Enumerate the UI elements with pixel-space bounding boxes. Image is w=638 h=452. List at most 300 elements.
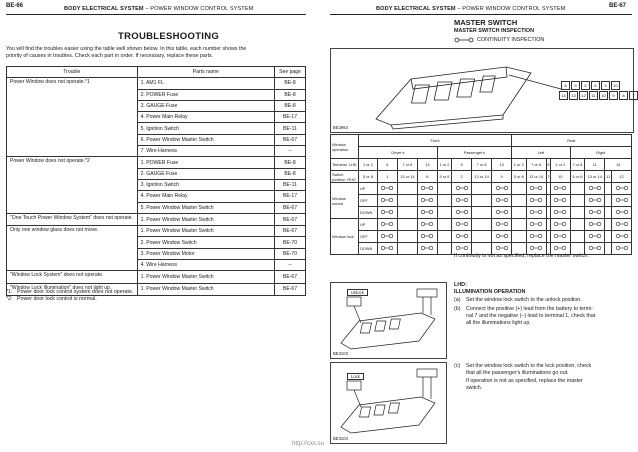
table-header-row xyxy=(7,67,306,78)
terminal-label: Terminal xyxy=(332,162,347,167)
unlock-figure xyxy=(330,282,447,359)
step-c-line-2: that all the passenger's illuminations go out. xyxy=(466,370,569,376)
continuity-cell xyxy=(417,207,437,219)
lhd-tag: LHD xyxy=(348,162,357,167)
page-cell: BE-67 xyxy=(275,213,306,225)
continuity-cell xyxy=(472,183,492,195)
continuity-cell xyxy=(377,207,397,219)
part-cell: 4. Power Main Relay xyxy=(137,112,274,123)
continuity-symbol-icon xyxy=(455,245,469,251)
page-cell: BE-67 xyxy=(275,202,306,213)
continuity-cell xyxy=(492,183,512,195)
right-header: Right xyxy=(570,147,631,159)
continuity-symbol-icon xyxy=(380,197,394,203)
continuity-symbol-icon xyxy=(495,221,509,227)
part-cell: 5. Power Window Master Switch xyxy=(137,202,274,213)
table-row xyxy=(331,231,632,243)
connector-top-row xyxy=(561,81,638,90)
illumination-title: ILLUMINATION OPERATION xyxy=(454,289,526,295)
page-cell: BE-8 xyxy=(275,168,306,179)
position-down: DOWN xyxy=(359,243,378,255)
watermark: http://cxx.su xyxy=(292,441,325,447)
terminal-number: 13 or 14 xyxy=(585,171,605,183)
connector-pin: 12 xyxy=(579,91,588,100)
connector-pin: 10 xyxy=(611,81,620,90)
continuity-cell xyxy=(417,183,437,195)
terminal-number: 7 or 8 xyxy=(397,159,417,171)
page-cell: – xyxy=(275,146,306,157)
trouble-cell: Only one window glass does not move. xyxy=(7,226,138,271)
table-row xyxy=(331,135,632,147)
terminal-number: 11 xyxy=(585,159,605,171)
continuity-symbol-icon xyxy=(615,185,629,191)
step-b xyxy=(454,306,632,327)
header-parts: Parts name xyxy=(137,67,274,78)
continuity-cell xyxy=(492,231,512,243)
continuity-symbol-icon xyxy=(455,185,469,191)
continuity-cell xyxy=(377,219,397,231)
continuity-symbol-icon xyxy=(553,221,567,227)
continuity-cell xyxy=(605,195,612,207)
continuity-symbol-icon xyxy=(495,245,509,251)
footnote-2-text: Power door lock control is normal. xyxy=(16,296,97,302)
connector-pin: 5 xyxy=(581,81,590,90)
drivers-header: Driver's xyxy=(359,147,438,159)
rhd-tag: RHD xyxy=(347,176,356,182)
right-header: BODY ELECTRICAL SYSTEM – POWER WINDOW CONTROL SYSTEM xyxy=(376,6,566,12)
continuity-cell xyxy=(377,231,397,243)
continuity-cell xyxy=(612,207,632,219)
intro-line-2: priority of causes in troubles. Check each part in order. If necessary, replace these parts. xyxy=(6,53,214,59)
page-cell: BE-67 xyxy=(275,271,306,283)
continuity-cell xyxy=(377,195,397,207)
left-header-rule xyxy=(6,14,306,15)
footnote-1-mark: *1: xyxy=(6,289,13,295)
continuity-cell xyxy=(605,183,612,195)
part-cell: 2. GAUGE Fuse xyxy=(137,168,274,179)
part-cell: 7. Wire Harness xyxy=(137,146,274,157)
continuity-cell xyxy=(605,231,612,243)
terminal-number: 2 xyxy=(452,171,472,183)
footnote-2 xyxy=(6,296,97,303)
left-intro xyxy=(6,46,312,60)
continuity-cell xyxy=(512,195,526,207)
page-cell: BE-67 xyxy=(275,226,306,237)
terminal-lhd-label xyxy=(331,159,359,171)
connector-pin: 9 xyxy=(571,81,580,90)
connector-pin: 8 xyxy=(619,91,628,100)
continuity-cell xyxy=(452,207,472,219)
step-b-line-3: all the illuminations light up. xyxy=(466,320,531,326)
continuity-cell xyxy=(437,231,451,243)
terminal-number: 5 or 6 xyxy=(512,171,526,183)
connector-pin: 14 xyxy=(559,91,568,100)
part-cell: 3. Power Window Motor xyxy=(137,248,274,259)
part-cell: 1. Power Window Master Switch xyxy=(137,213,274,225)
continuity-symbol-icon xyxy=(380,209,394,215)
continuity-cell xyxy=(417,231,437,243)
lock-figure xyxy=(330,362,447,444)
part-cell: 4. Power Main Relay xyxy=(137,191,274,202)
footnote-2-mark: *2: xyxy=(6,296,13,302)
continuity-symbol-icon xyxy=(455,209,469,215)
continuity-cell xyxy=(612,219,632,231)
page-cell: BE-17 xyxy=(275,191,306,202)
continuity-cell xyxy=(452,195,472,207)
terminal-number: 13 or 14 xyxy=(472,171,492,183)
continuity-symbol-icon xyxy=(588,245,602,251)
unlock-label: Unlock xyxy=(347,289,368,296)
terminal-number: 5 or 6 xyxy=(570,171,584,183)
left-page-number: BE-66 xyxy=(6,3,24,9)
table-row xyxy=(7,226,306,237)
page-cell: BE-8 xyxy=(275,100,306,111)
left-page-title: TROUBLESHOOTING xyxy=(118,31,220,42)
continuity-cell xyxy=(570,219,584,231)
continuity-symbol-icon xyxy=(380,185,394,191)
continuity-cell xyxy=(526,195,546,207)
page-cell: BE-8 xyxy=(275,78,306,89)
lock-label: Lock xyxy=(347,373,364,380)
continuity-cell xyxy=(437,183,451,195)
continuity-cell xyxy=(526,219,546,231)
terminal-number: 13 xyxy=(417,159,437,171)
continuity-note: If continuity is not as specified, replace the master switch. xyxy=(454,253,589,259)
part-cell: 4. Wire Harness xyxy=(137,260,274,271)
continuity-symbol-icon xyxy=(553,209,567,215)
part-cell: 6. Power Window Master Switch xyxy=(137,134,274,145)
continuity-cell xyxy=(526,183,546,195)
page-cell: BE-70 xyxy=(275,248,306,259)
terminal-number: 1 or 2 xyxy=(437,159,451,171)
table-row xyxy=(331,159,632,171)
continuity-cell xyxy=(512,219,526,231)
continuity-heading xyxy=(454,37,544,43)
left-header: Left xyxy=(512,147,571,159)
continuity-symbol-icon xyxy=(529,221,543,227)
continuity-cell xyxy=(377,183,397,195)
step-c-text xyxy=(466,363,591,392)
table-row xyxy=(331,183,632,195)
continuity-symbol-icon xyxy=(615,233,629,239)
part-cell: 5. Ignition Switch xyxy=(137,123,274,134)
continuity-cell xyxy=(492,219,512,231)
front-header: Front xyxy=(359,135,512,147)
terminal-number: 9 xyxy=(546,159,550,171)
continuity-cell xyxy=(472,219,492,231)
table-row xyxy=(331,219,632,231)
continuity-symbol-icon xyxy=(529,185,543,191)
continuity-cell xyxy=(397,219,417,231)
terminal-number: 6 xyxy=(377,159,397,171)
continuity-cell xyxy=(452,219,472,231)
continuity-cell xyxy=(437,243,451,255)
continuity-cell xyxy=(605,207,612,219)
continuity-cell xyxy=(526,207,546,219)
trouble-cell: "Window Lock Illumination" does not light up. xyxy=(7,283,138,295)
continuity-cell xyxy=(397,207,417,219)
connector-pin: 10 xyxy=(599,91,608,100)
left-header-sub: POWER WINDOW CONTROL SYSTEM xyxy=(150,6,254,12)
page-cell: BE-8 xyxy=(275,157,306,168)
right-header-sub: POWER WINDOW CONTROL SYSTEM xyxy=(462,6,566,12)
terminal-number: 8 xyxy=(417,171,437,183)
terminal-number: 7 or 8 xyxy=(570,159,584,171)
continuity-cell xyxy=(550,207,570,219)
part-cell: 1. Power Window Master Switch xyxy=(137,283,274,295)
terminal-number: 9 xyxy=(492,171,512,183)
continuity-cell xyxy=(377,243,397,255)
connector-pin: 7 xyxy=(629,91,638,100)
position-off: OFF xyxy=(359,231,378,243)
continuity-cell xyxy=(472,231,492,243)
connector-pin: 3 xyxy=(601,81,610,90)
continuity-table xyxy=(330,134,632,255)
connector-pin: 13 xyxy=(569,91,578,100)
continuity-symbol-icon xyxy=(588,209,602,215)
continuity-cell xyxy=(397,231,417,243)
table-row xyxy=(7,78,306,89)
continuity-symbol-icon xyxy=(455,197,469,203)
terminal-number: 7 xyxy=(546,171,550,183)
page-cell: BE-11 xyxy=(275,179,306,190)
right-page-subtitle: MASTER SWITCH INSPECTION xyxy=(454,28,534,34)
part-cell: 2. POWER Fuse xyxy=(137,89,274,100)
continuity-cell xyxy=(437,207,451,219)
master-switch-figure xyxy=(330,48,634,133)
terminal-number: 1 or 2 xyxy=(359,159,378,171)
position-up: UP xyxy=(359,219,378,231)
passengers-header: Passenger's xyxy=(437,147,511,159)
continuity-cell xyxy=(437,195,451,207)
continuity-cell xyxy=(550,183,570,195)
continuity-cell xyxy=(526,231,546,243)
continuity-cell xyxy=(550,231,570,243)
step-b-mark: (b) xyxy=(454,306,461,312)
connector-pin: 6 xyxy=(591,81,600,90)
header-trouble: Trouble xyxy=(7,67,138,78)
right-header-section: BODY ELECTRICAL SYSTEM xyxy=(376,6,456,12)
step-c xyxy=(454,363,632,392)
part-cell: 1. AM1 FL xyxy=(137,78,274,89)
continuity-symbol-icon xyxy=(495,185,509,191)
switch-position-rhd-label xyxy=(331,171,359,183)
part-cell: 3. GAUGE Fuse xyxy=(137,100,274,111)
continuity-cell xyxy=(417,195,437,207)
terminal-number: 1 or 2 xyxy=(512,159,526,171)
page-cell: BE-11 xyxy=(275,123,306,134)
page-cell: – xyxy=(275,260,306,271)
step-c-line-1: Set the window lock switch to the lock position, check xyxy=(466,363,592,369)
page-cell: BE-17 xyxy=(275,112,306,123)
continuity-symbol-icon xyxy=(420,209,434,215)
continuity-cell xyxy=(570,231,584,243)
figure-code-3: BE3104 xyxy=(333,436,348,441)
continuity-cell xyxy=(550,219,570,231)
page-cell: BE-70 xyxy=(275,237,306,248)
continuity-symbol-icon xyxy=(380,245,394,251)
figure-code-2: BE3103 xyxy=(333,351,348,356)
step-b-text xyxy=(466,306,595,327)
trouble-cell: Power Window does not operate.*1 xyxy=(7,78,138,157)
continuity-symbol-icon xyxy=(455,233,469,239)
step-a xyxy=(454,297,632,304)
step-c-note-2: switch. xyxy=(466,385,483,391)
continuity-cell xyxy=(612,195,632,207)
part-cell: 1. Power Window Master Switch xyxy=(137,271,274,283)
continuity-cell xyxy=(452,231,472,243)
header-page: See page xyxy=(275,67,306,78)
part-cell: 3. Ignition Switch xyxy=(137,179,274,190)
continuity-cell xyxy=(472,207,492,219)
step-c-note-1: If operation is not as specified, replace the master xyxy=(466,378,583,384)
position-off: OFF xyxy=(359,195,378,207)
continuity-symbol-icon xyxy=(615,209,629,215)
continuity-symbol-icon xyxy=(380,233,394,239)
terminal-number: 11 xyxy=(605,171,612,183)
continuity-cell xyxy=(612,231,632,243)
continuity-cell xyxy=(472,195,492,207)
switch-position-label: Switch position xyxy=(332,171,346,182)
window-lock-label: Window lock xyxy=(331,219,359,255)
right-header-rule xyxy=(330,14,632,15)
terminal-number: 7 or 8 xyxy=(472,159,492,171)
terminal-number: 7 or 8 xyxy=(526,159,546,171)
part-cell: 1. Power Window Master Switch xyxy=(137,226,274,237)
continuity-symbol-icon xyxy=(420,197,434,203)
continuity-cell xyxy=(585,231,605,243)
step-b-line-1: Connect the positive (+) lead from the battery to termi- xyxy=(466,306,594,312)
continuity-symbol-icon xyxy=(588,185,602,191)
continuity-symbol-icon xyxy=(615,245,629,251)
figure-code-1: BE2964 xyxy=(333,125,348,130)
page-cell: BE-67 xyxy=(275,134,306,145)
terminal-number: 5 or 6 xyxy=(437,171,451,183)
continuity-cell xyxy=(452,183,472,195)
continuity-cell xyxy=(585,183,605,195)
table-row xyxy=(331,207,632,219)
table-body xyxy=(7,78,306,296)
part-cell: 2. Power Window Switch xyxy=(137,237,274,248)
continuity-cell xyxy=(492,207,512,219)
continuity-symbol-icon xyxy=(529,209,543,215)
step-a-mark: (a) xyxy=(454,297,461,303)
connector-pin: 9 xyxy=(609,91,618,100)
continuity-cell xyxy=(492,195,512,207)
continuity-symbol-icon xyxy=(495,233,509,239)
footnote-1 xyxy=(6,289,133,296)
terminal-number: 5 or 8 xyxy=(359,171,378,183)
table-row xyxy=(7,271,306,283)
continuity-cell xyxy=(397,183,417,195)
continuity-symbol-icon xyxy=(455,221,469,227)
page-cell: BE-8 xyxy=(275,89,306,100)
terminal-number: 5 xyxy=(452,159,472,171)
continuity-symbol-icon xyxy=(454,37,474,43)
continuity-symbol-icon xyxy=(495,209,509,215)
continuity-symbol-icon xyxy=(529,197,543,203)
connector-pin: 8 xyxy=(561,81,570,90)
footnote-1-text: Power door lock control system does not operate. xyxy=(16,289,134,295)
rear-header: Rear xyxy=(512,135,632,147)
continuity-symbol-icon xyxy=(529,233,543,239)
continuity-cell xyxy=(605,219,612,231)
connector-diagram xyxy=(559,81,638,100)
trouble-cell: Power Window does not operate.*2 xyxy=(7,157,138,213)
continuity-symbol-icon xyxy=(420,185,434,191)
continuity-cell xyxy=(512,183,526,195)
connector-pin: 11 xyxy=(589,91,598,100)
continuity-symbol-icon xyxy=(420,233,434,239)
continuity-cell xyxy=(570,207,584,219)
continuity-cell xyxy=(437,219,451,231)
continuity-symbol-icon xyxy=(553,185,567,191)
intro-line-1: You will find the troubles easier using the table well shown below. In this table, each number shows the xyxy=(6,46,247,52)
continuity-cell xyxy=(585,219,605,231)
left-header: BODY ELECTRICAL SYSTEM – POWER WINDOW CONTROL SYSTEM xyxy=(64,6,254,12)
terminal-number: 12 xyxy=(612,171,632,183)
continuity-cell xyxy=(570,183,584,195)
step-a-text: Set the window lock switch to the unlock position. xyxy=(466,297,582,303)
left-header-section: BODY ELECTRICAL SYSTEM xyxy=(64,6,144,12)
continuity-cell xyxy=(397,243,417,255)
continuity-symbol-icon xyxy=(588,221,602,227)
continuity-symbol-icon xyxy=(615,197,629,203)
right-page-number: BE-67 xyxy=(609,3,627,9)
terminal-number: 13 or 14 xyxy=(526,171,546,183)
connector-bottom-row xyxy=(559,91,638,100)
continuity-symbol-icon xyxy=(529,245,543,251)
step-c-mark: (c) xyxy=(454,363,461,369)
continuity-symbol-icon xyxy=(588,233,602,239)
continuity-symbol-icon xyxy=(420,221,434,227)
lhd-label: LHD: xyxy=(454,282,467,288)
position-down: DOWN xyxy=(359,207,378,219)
terminal-number: 1 xyxy=(377,171,397,183)
continuity-symbol-icon xyxy=(553,245,567,251)
position-up: UP xyxy=(359,183,378,195)
window-unlock-label: Window unlock xyxy=(331,183,359,219)
continuity-cell xyxy=(512,231,526,243)
continuity-symbol-icon xyxy=(588,197,602,203)
trouble-cell: "One Touch Power Window System" does not operate. xyxy=(7,213,138,225)
troubleshooting-table xyxy=(6,66,306,296)
step-b-line-2: nal 7 and the negative (–) lead to terminal 1, check that xyxy=(466,313,596,319)
table-row xyxy=(331,171,632,183)
continuity-cell xyxy=(417,243,437,255)
table-row xyxy=(331,147,632,159)
table-row xyxy=(331,195,632,207)
continuity-cell xyxy=(512,207,526,219)
continuity-cell xyxy=(585,195,605,207)
continuity-symbol-icon xyxy=(380,221,394,227)
trouble-cell: "Window Lock System" does not operate. xyxy=(7,271,138,283)
terminal-number: 10 xyxy=(550,171,570,183)
continuity-cell xyxy=(397,195,417,207)
continuity-label: CONTINUITY INSPECTION xyxy=(477,37,545,43)
table-row xyxy=(7,157,306,168)
right-page-title: MASTER SWITCH xyxy=(454,18,518,27)
continuity-symbol-icon xyxy=(553,197,567,203)
continuity-symbol-icon xyxy=(615,221,629,227)
page-cell: BE-67 xyxy=(275,283,306,295)
continuity-symbol-icon xyxy=(495,197,509,203)
continuity-cell xyxy=(417,219,437,231)
part-cell: 1. POWER Fuse xyxy=(137,157,274,168)
continuity-cell xyxy=(612,183,632,195)
table-row xyxy=(7,213,306,225)
terminal-number: 14 xyxy=(605,159,632,171)
